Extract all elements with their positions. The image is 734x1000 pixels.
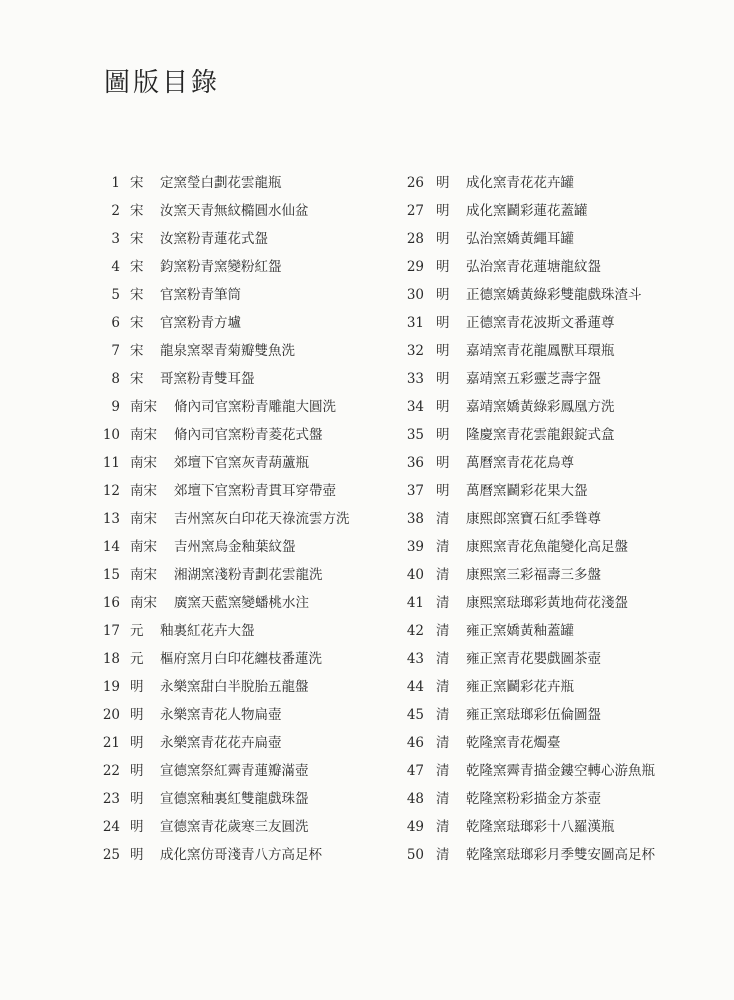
- plate-title: 乾隆窯琺瑯彩月季雙安圖高足杯: [466, 847, 655, 863]
- plate-number: 1: [111, 175, 120, 191]
- plate-entry: [396, 169, 696, 197]
- plate-number: 46: [406, 735, 424, 751]
- plate-dynasty: 清: [436, 819, 450, 835]
- plate-entry: [96, 393, 396, 421]
- plate-title: 康熙窯三彩福壽三多盤: [466, 567, 601, 583]
- plate-entry: [96, 197, 396, 225]
- plate-dynasty: 南宋: [130, 483, 157, 499]
- plate-title: 弘治窯青花蓮塘龍紋盌: [466, 259, 601, 275]
- plate-number: 23: [102, 791, 120, 807]
- plate-title: 永樂窯甜白半脫胎五龍盤: [160, 679, 309, 695]
- plate-entry: [96, 701, 396, 729]
- plate-dynasty: 明: [436, 427, 450, 443]
- plate-entry: [396, 309, 696, 337]
- plate-title: 隆慶窯青花雲龍銀錠式盒: [466, 427, 615, 443]
- plate-entry: [396, 841, 696, 869]
- plate-entry: [96, 813, 396, 841]
- plate-dynasty: 宋: [130, 343, 144, 359]
- plate-title: 正德窯嬌黃綠彩雙龍戲珠渣斗: [466, 287, 642, 303]
- plate-number: 3: [111, 231, 120, 247]
- plate-number: 16: [102, 595, 120, 611]
- plate-entry: [396, 337, 696, 365]
- plate-entry: [396, 449, 696, 477]
- plate-dynasty: 明: [130, 847, 144, 863]
- plate-number: 26: [406, 175, 424, 191]
- plate-dynasty: 南宋: [130, 455, 157, 471]
- plate-dynasty: 明: [436, 203, 450, 219]
- plate-dynasty: 清: [436, 567, 450, 583]
- plate-title: 定窯瑩白劃花雲龍瓶: [160, 175, 282, 191]
- plate-entry: [96, 533, 396, 561]
- plate-entry: [396, 729, 696, 757]
- plate-title: 弘治窯嬌黃繩耳罐: [466, 231, 574, 247]
- plate-number: 4: [111, 259, 120, 275]
- plate-number: 9: [111, 399, 120, 415]
- plate-title: 樞府窯月白印花纏枝番蓮洗: [160, 651, 322, 667]
- plate-entry: [96, 757, 396, 785]
- plate-dynasty: 宋: [130, 371, 144, 387]
- plate-entry: [396, 393, 696, 421]
- plate-number: 31: [406, 315, 424, 331]
- plate-title: 釉裏紅花卉大盌: [160, 623, 255, 639]
- plate-entry: [396, 701, 696, 729]
- plate-title: 吉州窯烏金釉葉紋盌: [174, 539, 296, 555]
- plate-number: 33: [406, 371, 424, 387]
- plate-number: 17: [102, 623, 120, 639]
- plate-title: 官窯粉青筆筒: [160, 287, 241, 303]
- plate-entry: [396, 673, 696, 701]
- plate-entry: [96, 449, 396, 477]
- plate-entry: [396, 533, 696, 561]
- plate-entry: [396, 225, 696, 253]
- plate-dynasty: 南宋: [130, 595, 157, 611]
- plate-dynasty: 清: [436, 511, 450, 527]
- plate-title: 宣德窯青花歲寒三友圓洗: [160, 819, 309, 835]
- plate-number: 37: [406, 483, 424, 499]
- plate-title: 鈞窯粉青窯變粉紅盌: [160, 259, 282, 275]
- plate-dynasty: 明: [436, 399, 450, 415]
- plate-title: 雍正窯鬬彩花卉瓶: [466, 679, 574, 695]
- plate-dynasty: 明: [436, 287, 450, 303]
- plate-title: 乾隆窯青花燭臺: [466, 735, 561, 751]
- plate-title: 官窯粉青方壚: [160, 315, 241, 331]
- plate-number: 29: [406, 259, 424, 275]
- plate-dynasty: 南宋: [130, 567, 157, 583]
- plate-number: 25: [102, 847, 120, 863]
- plate-dynasty: 清: [436, 679, 450, 695]
- plate-title: 汝窯粉青蓮花式盌: [160, 231, 268, 247]
- plate-title: 湘湖窯淺粉青劃花雲龍洗: [174, 567, 323, 583]
- plate-title: 雍正窯嬌黃釉蓋罐: [466, 623, 574, 639]
- plate-title: 郊壇下官窯灰青葫蘆瓶: [174, 455, 309, 471]
- plate-dynasty: 清: [436, 791, 450, 807]
- plate-entry: [396, 813, 696, 841]
- plate-title: 脩內司官窯粉青菱花式盤: [174, 427, 323, 443]
- plate-number: 35: [406, 427, 424, 443]
- plate-dynasty: 明: [130, 791, 144, 807]
- plate-title: 嘉靖窯五彩靈芝壽字盌: [466, 371, 601, 387]
- plate-dynasty: 清: [436, 623, 450, 639]
- plate-title: 乾隆窯琺瑯彩十八羅漢瓶: [466, 819, 615, 835]
- plate-dynasty: 宋: [130, 231, 144, 247]
- plate-entry: [96, 617, 396, 645]
- plate-number: 27: [406, 203, 424, 219]
- plate-entry: [396, 645, 696, 673]
- plate-title: 雍正窯青花嬰戲圖茶壺: [466, 651, 601, 667]
- plate-number: 47: [406, 763, 424, 779]
- plate-number: 30: [406, 287, 424, 303]
- plate-dynasty: 明: [436, 315, 450, 331]
- plate-title: 廣窯天藍窯變蟠桃水注: [174, 595, 309, 611]
- plate-entry: [96, 309, 396, 337]
- plate-dynasty: 清: [436, 707, 450, 723]
- plate-title: 正德窯青花波斯文番蓮尊: [466, 315, 615, 331]
- plate-entry: [396, 281, 696, 309]
- plate-number: 44: [406, 679, 424, 695]
- plate-number: 28: [406, 231, 424, 247]
- plate-title: 永樂窯青花人物扁壺: [160, 707, 282, 723]
- plate-title: 龍泉窯翠青菊瓣雙魚洗: [160, 343, 295, 359]
- page-title: 圖版目錄: [104, 68, 221, 98]
- plate-dynasty: 明: [436, 483, 450, 499]
- plate-number: 22: [102, 763, 120, 779]
- plate-list-left: [96, 169, 396, 869]
- plate-number: 21: [102, 735, 120, 751]
- plate-number: 2: [111, 203, 120, 219]
- plate-dynasty: 明: [436, 455, 450, 471]
- plate-dynasty: 元: [130, 651, 144, 667]
- plate-entry: [396, 589, 696, 617]
- plate-entry: [96, 365, 396, 393]
- plate-dynasty: 清: [436, 539, 450, 555]
- plate-number: 15: [102, 567, 120, 583]
- plate-title: 脩內司官窯粉青雕龍大圓洗: [174, 399, 336, 415]
- plate-entry: [96, 729, 396, 757]
- plate-dynasty: 明: [436, 231, 450, 247]
- plate-entry: [396, 253, 696, 281]
- plate-title: 萬曆窯青花花鳥尊: [466, 455, 574, 471]
- plate-dynasty: 宋: [130, 287, 144, 303]
- plate-title: 嘉靖窯嬌黃綠彩鳳凰方洗: [466, 399, 615, 415]
- plate-title: 成化窯仿哥淺青八方高足杯: [160, 847, 322, 863]
- plate-number: 36: [406, 455, 424, 471]
- plate-dynasty: 南宋: [130, 427, 157, 443]
- plate-entry: [396, 365, 696, 393]
- plate-entry: [396, 505, 696, 533]
- plate-number: 8: [111, 371, 120, 387]
- plate-number: 5: [111, 287, 120, 303]
- plate-dynasty: 清: [436, 847, 450, 863]
- plate-dynasty: 清: [436, 763, 450, 779]
- plate-title: 萬曆窯鬬彩花果大盌: [466, 483, 588, 499]
- plate-entry: [396, 477, 696, 505]
- plate-number: 20: [102, 707, 120, 723]
- plate-title: 成化窯青花花卉罐: [466, 175, 574, 191]
- plate-number: 11: [102, 455, 120, 471]
- plate-dynasty: 明: [436, 175, 450, 191]
- plate-number: 38: [406, 511, 424, 527]
- plate-dynasty: 宋: [130, 203, 144, 219]
- plate-entry: [396, 561, 696, 589]
- plate-number: 19: [102, 679, 120, 695]
- plate-dynasty: 明: [130, 735, 144, 751]
- plate-number: 50: [406, 847, 424, 863]
- plate-entry: [96, 253, 396, 281]
- plate-title: 康熙窯琺瑯彩黃地荷花淺盌: [466, 595, 628, 611]
- plate-number: 40: [406, 567, 424, 583]
- plate-title: 哥窯粉青雙耳盌: [160, 371, 255, 387]
- plate-number: 34: [406, 399, 424, 415]
- plate-entry: [96, 505, 396, 533]
- plate-number: 6: [111, 315, 120, 331]
- plate-dynasty: 清: [436, 735, 450, 751]
- plate-number: 10: [102, 427, 120, 443]
- plate-dynasty: 元: [130, 623, 144, 639]
- plate-entry: [96, 561, 396, 589]
- plate-dynasty: 宋: [130, 315, 144, 331]
- plate-entry: [396, 785, 696, 813]
- plate-entry: [96, 225, 396, 253]
- plate-title: 成化窯鬬彩蓮花蓋罐: [466, 203, 588, 219]
- plate-title: 永樂窯青花花卉扁壺: [160, 735, 282, 751]
- plate-entry: [96, 477, 396, 505]
- plate-number: 43: [406, 651, 424, 667]
- plate-dynasty: 南宋: [130, 511, 157, 527]
- plate-list-right: [396, 169, 696, 869]
- plate-number: 41: [406, 595, 424, 611]
- plate-dynasty: 清: [436, 651, 450, 667]
- plate-title: 宣德窯釉裏紅雙龍戲珠盌: [160, 791, 309, 807]
- plate-number: 48: [406, 791, 424, 807]
- plate-number: 18: [102, 651, 120, 667]
- plate-number: 14: [102, 539, 120, 555]
- plate-entry: [396, 757, 696, 785]
- plate-entry: [96, 337, 396, 365]
- plate-dynasty: 南宋: [130, 399, 157, 415]
- plate-number: 45: [406, 707, 424, 723]
- plate-number: 12: [102, 483, 120, 499]
- plate-entry: [96, 673, 396, 701]
- plate-number: 7: [111, 343, 120, 359]
- plate-entry: [96, 841, 396, 869]
- plate-entry: [396, 617, 696, 645]
- plate-dynasty: 南宋: [130, 539, 157, 555]
- plate-dynasty: 清: [436, 595, 450, 611]
- plate-title: 康熙郎窯寶石紅季聳尊: [466, 511, 601, 527]
- plate-entry: [396, 197, 696, 225]
- plate-dynasty: 明: [130, 763, 144, 779]
- plate-number: 39: [406, 539, 424, 555]
- plate-title: 宣德窯祭紅霽青蓮瓣滿壺: [160, 763, 309, 779]
- plate-dynasty: 宋: [130, 175, 144, 191]
- plate-title: 郊壇下官窯粉青貫耳穿帶壺: [174, 483, 336, 499]
- plate-title: 嘉靖窯青花龍鳳獸耳環瓶: [466, 343, 615, 359]
- plate-entry: [96, 281, 396, 309]
- plate-title: 吉州窯灰白印花天祿流雲方洗: [174, 511, 350, 527]
- plate-number: 42: [406, 623, 424, 639]
- plate-dynasty: 明: [436, 259, 450, 275]
- plate-number: 13: [102, 511, 120, 527]
- plate-entry: [96, 169, 396, 197]
- plate-entry: [396, 421, 696, 449]
- plate-entry: [96, 421, 396, 449]
- plate-entry: [96, 785, 396, 813]
- plate-dynasty: 明: [130, 679, 144, 695]
- plate-dynasty: 明: [130, 707, 144, 723]
- plate-dynasty: 明: [436, 371, 450, 387]
- plate-entry: [96, 589, 396, 617]
- plate-dynasty: 宋: [130, 259, 144, 275]
- plate-entry: [96, 645, 396, 673]
- plate-title: 乾隆窯霽青描金鏤空轉心游魚瓶: [466, 763, 655, 779]
- plate-number: 49: [406, 819, 424, 835]
- plate-title: 雍正窯琺瑯彩伍倫圖盌: [466, 707, 601, 723]
- plate-title: 汝窯天青無紋橢圓水仙盆: [160, 203, 309, 219]
- plate-number: 32: [406, 343, 424, 359]
- plate-number: 24: [102, 819, 120, 835]
- plate-dynasty: 明: [130, 819, 144, 835]
- plate-title: 乾隆窯粉彩描金方茶壺: [466, 791, 601, 807]
- plate-title: 康熙窯青花魚龍變化高足盤: [466, 539, 628, 555]
- plate-dynasty: 明: [436, 343, 450, 359]
